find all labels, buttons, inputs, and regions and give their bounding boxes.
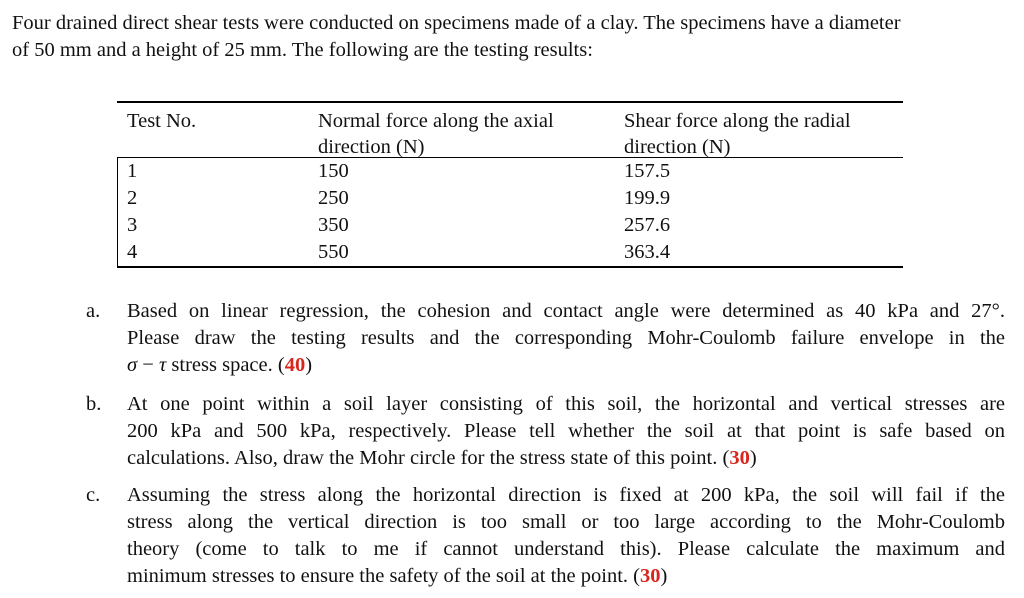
question-b-line-3-text: calculations. Also, draw the Mohr circle for the stress state of this point. ( xyxy=(127,447,730,469)
question-b-close-paren: ) xyxy=(749,447,757,469)
question-c-points: 30 xyxy=(639,565,661,587)
header-normal-force xyxy=(318,108,554,160)
question-b-text xyxy=(127,391,1005,472)
header-shear-line-2: direction (N) xyxy=(624,136,731,158)
question-b-line-1: At one point within a soil layer consisting of this soil, the horizontal and vertical stresses are xyxy=(127,393,1005,415)
cell-test-no: 1 xyxy=(127,160,138,182)
table-row xyxy=(117,239,903,266)
table-header xyxy=(117,103,903,157)
cell-shear-force: 257.6 xyxy=(624,214,671,236)
cell-normal-force: 550 xyxy=(318,241,349,263)
question-a-line-1: Based on linear regression, the cohesion and contact angle were determined as 40 kPa and 27°. xyxy=(127,300,1005,322)
cell-shear-force: 199.9 xyxy=(624,187,671,209)
question-c-line-4 xyxy=(127,563,1005,590)
question-b-points: 30 xyxy=(729,447,750,469)
cell-test-no: 2 xyxy=(127,187,138,209)
cell-normal-force: 350 xyxy=(318,214,349,236)
cell-normal-force: 150 xyxy=(318,160,349,182)
results-table xyxy=(117,101,903,268)
question-a-letter: a. xyxy=(86,300,101,322)
cell-normal-force: 250 xyxy=(318,187,349,209)
question-c-line-1: Assuming the stress along the horizontal direction is fixed at 200 kPa, the soil will fail if the xyxy=(127,484,1005,506)
question-b-line-2: 200 kPa and 500 kPa, respectively. Please tell whether the soil at that point is safe based on xyxy=(127,420,1005,442)
sigma-symbol: σ xyxy=(127,354,138,376)
problem-intro xyxy=(12,10,1016,64)
tau-symbol: τ xyxy=(158,354,167,376)
cell-shear-force: 157.5 xyxy=(624,160,671,182)
question-c-line-2: stress along the vertical direction is too small or too large according to the Mohr-Coulomb xyxy=(127,511,1005,533)
table-bottom-rule xyxy=(117,266,903,268)
question-a-line-3 xyxy=(127,352,1005,379)
table-row xyxy=(117,185,903,212)
table-row xyxy=(117,212,903,239)
header-normal-line-2: direction (N) xyxy=(318,136,425,158)
question-a-line-2: Please draw the testing results and the corresponding Mohr-Coulomb failure envelope in the xyxy=(127,327,1005,349)
minus-sign: − xyxy=(137,354,159,376)
question-a-line-3-text: stress space. ( xyxy=(166,354,285,376)
question-c-close-paren: ) xyxy=(660,565,668,587)
header-test-no: Test No. xyxy=(127,110,197,132)
question-b-letter: b. xyxy=(86,393,102,415)
cell-shear-force: 363.4 xyxy=(624,241,671,263)
table-row xyxy=(117,158,903,185)
cell-test-no: 3 xyxy=(127,214,138,236)
question-c-line-4-text: minimum stresses to ensure the safety of the soil at the point. ( xyxy=(127,565,640,587)
question-c-text xyxy=(127,482,1005,590)
header-shear-force xyxy=(624,108,851,160)
question-a-text xyxy=(127,298,1005,379)
question-c-letter: c. xyxy=(86,484,101,506)
intro-line-2: of 50 mm and a height of 25 mm. The following are the testing results: xyxy=(12,39,593,61)
header-normal-line-1: Normal force along the axial xyxy=(318,110,554,132)
question-a-points: 40 xyxy=(284,354,306,376)
question-a-close-paren: ) xyxy=(305,354,313,376)
header-shear-line-1: Shear force along the radial xyxy=(624,110,851,132)
intro-line-1: Four drained direct shear tests were conducted on specimens made of a clay. The specimens have a diameter xyxy=(12,12,901,34)
cell-test-no: 4 xyxy=(127,241,138,263)
question-c-line-3: theory (come to talk to me if cannot understand this). Please calculate the maximum and xyxy=(127,538,1005,560)
table-body xyxy=(117,158,903,266)
question-b-line-3 xyxy=(127,445,1005,472)
